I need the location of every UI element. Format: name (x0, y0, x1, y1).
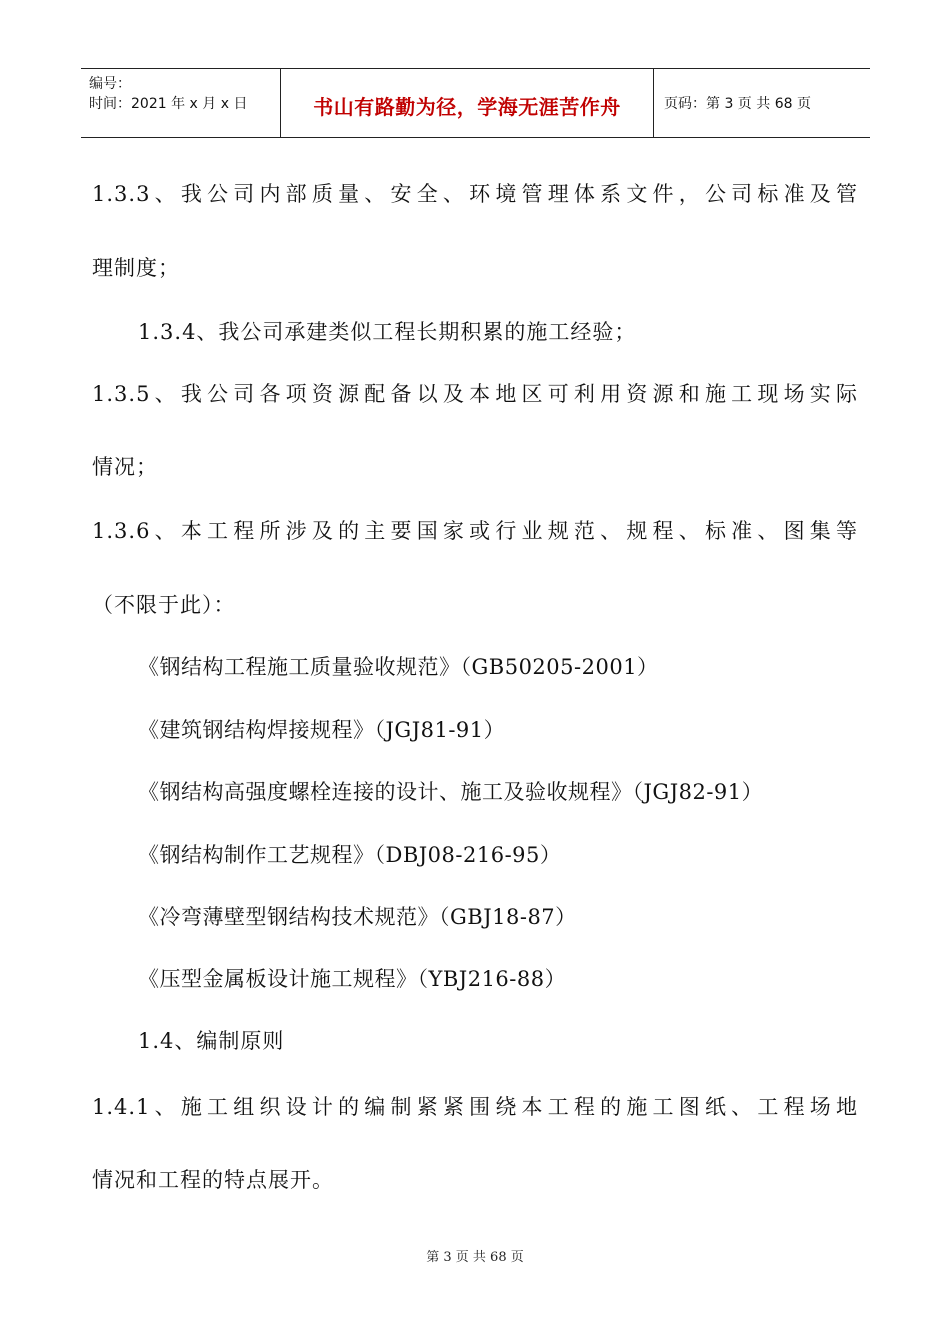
page-footer: 第 3 页 共 68 页 (426, 1250, 524, 1265)
standard-reference: 《钢结构制作工艺规程》（DBJ08-216-95） (138, 843, 562, 867)
paragraph-1-4-1-line-1: 1.4.1、施工组织设计的编制紧紧围绕本工程的施工图纸、工程场地 (92, 1095, 858, 1119)
paragraph-1-3-3-line-1: 1.3.3、我公司内部质量、安全、环境管理体系文件，公司标准及管 (92, 182, 858, 206)
header-motto: 书山有路勤为径，学海无涯苦作舟 (313, 95, 621, 119)
paragraph-1-3-3-line-2: 理制度； (92, 256, 180, 280)
paragraph-1-3-4: 1.3.4、我公司承建类似工程长期积累的施工经验； (138, 320, 637, 344)
paragraph-1-3-5-line-1: 1.3.5、我公司各项资源配备以及本地区可利用资源和施工现场实际 (92, 382, 858, 406)
standard-reference: 《建筑钢结构焊接规程》（JGJ81-91） (138, 718, 506, 742)
header-page-info: 页码：第 3 页 共 68 页 (664, 96, 811, 112)
document-number-label: 编号： (89, 76, 131, 92)
standard-reference: 《压型金属板设计施工规程》（YBJ216-88） (138, 967, 567, 991)
standard-reference: 《钢结构工程施工质量验收规范》（GB50205-2001） (138, 655, 659, 679)
paragraph-1-3-6-line-2: （不限于此）： (92, 593, 236, 617)
standard-reference: 《钢结构高强度螺栓连接的设计、施工及验收规程》（JGJ82-91） (138, 780, 764, 804)
standard-reference: 《冷弯薄壁型钢结构技术规范》（GBJ18-87） (138, 905, 577, 929)
document-date-label: 时间：2021 年 x 月 x 日 (89, 96, 248, 112)
paragraph-1-3-6-line-1: 1.3.6、本工程所涉及的主要国家或行业规范、规程、标准、图集等 (92, 519, 858, 543)
paragraph-1-4-1-line-2: 情况和工程的特点展开。 (92, 1168, 334, 1192)
section-heading-1-4: 1.4、编制原则 (138, 1029, 285, 1053)
paragraph-1-3-5-line-2: 情况； (92, 455, 158, 479)
